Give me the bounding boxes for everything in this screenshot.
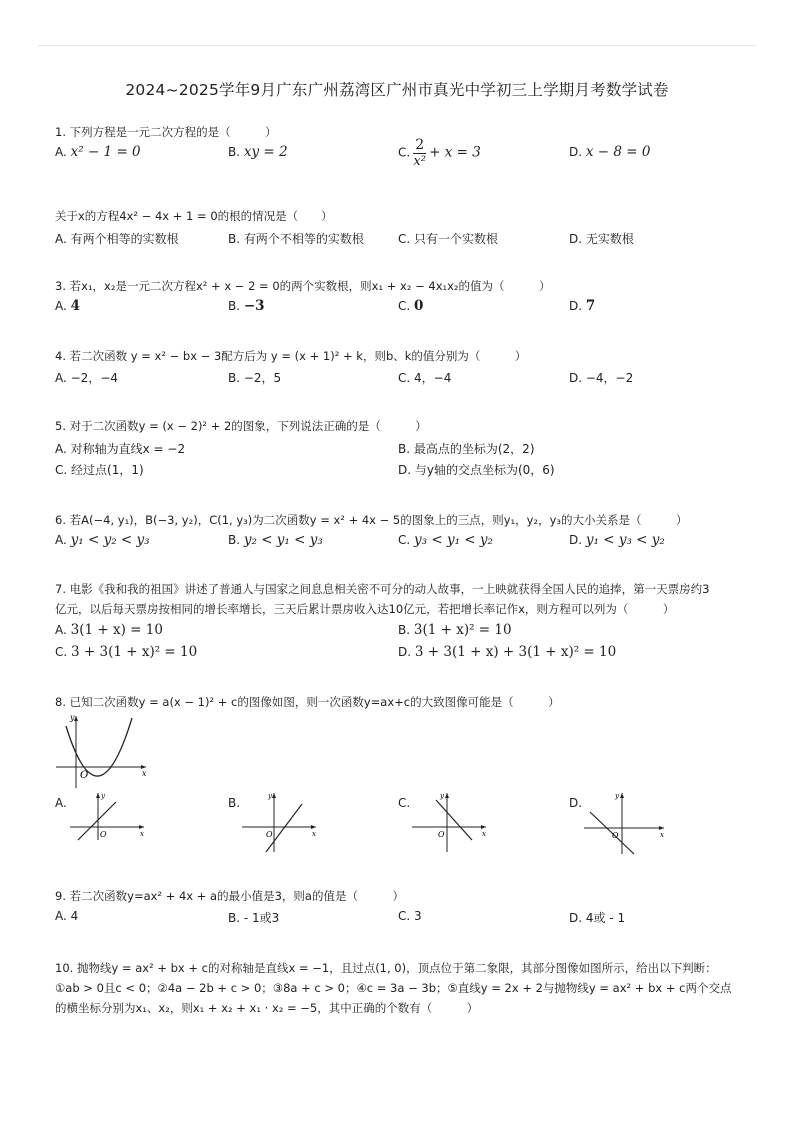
q3-option-b[interactable]: B. −3 <box>228 298 265 314</box>
q5-option-b[interactable]: B. 最高点的坐标为(2，2) <box>398 442 535 456</box>
q9-option-c[interactable]: C. 3 <box>398 909 422 923</box>
q5-option-a[interactable]: A. 对称轴为直线x = −2 <box>55 442 186 456</box>
q3-option-d[interactable]: D. 7 <box>569 298 596 314</box>
q9-option-a[interactable]: A. 4 <box>55 909 79 923</box>
q1-option-d[interactable]: D. x − 8 = 0 <box>569 144 651 160</box>
q7-option-c[interactable]: C. 3 + 3(1 + x)² = 10 <box>55 644 198 660</box>
q1-option-b[interactable]: B. xy = 2 <box>228 144 288 160</box>
question-1-stem: 1. 下列方程是一元二次方程的是（ ） <box>55 125 277 139</box>
graph-a-y: y <box>101 792 105 800</box>
graph-a-x: x <box>140 830 144 838</box>
question-7-stem-line2: 亿元，以后每天票房按相同的增长率增长，三天后累计票房收入达10亿元，若把增长率记作x，则方程可以列为（ ） <box>55 602 675 616</box>
q7-option-b[interactable]: B. 3(1 + x)² = 10 <box>398 622 512 638</box>
question-10-stem: 10. 抛物线y = ax² + bx + c的对称轴是直线x = −1，且过点(1, 0)，顶点位于第二象限，其部分图像如图所示，给出以下判断： <box>55 961 717 975</box>
q8-option-d[interactable]: D. <box>569 796 583 810</box>
graph-d-origin: O <box>612 831 619 840</box>
q2-option-c[interactable]: C. 只有一个实数根 <box>398 232 499 246</box>
q4-option-d[interactable]: D. −4，−2 <box>569 371 634 385</box>
question-6-stem: 6. 若A(−4, y₁)，B(−3, y₂)，C(1, y₃)为二次函数y = x² + 4x − 5的图象上的三点，则y₁，y₂，y₃的大小关系是（ ） <box>55 513 688 527</box>
question-10-stem-line3: 的横坐标分别为x₁、x₂，则x₁ + x₂ + x₁ · x₂ = −5，其中正确的个数有（ ） <box>55 1001 479 1015</box>
q9-option-b[interactable]: B. - 1或3 <box>228 911 280 925</box>
q4-option-b[interactable]: B. −2，5 <box>228 371 282 385</box>
graph-d-y: y <box>615 792 619 800</box>
page-title: 2024~2025学年9月广东广州荔湾区广州市真光中学初三上学期月考数学试卷 <box>125 81 669 99</box>
graph-d-x: x <box>660 831 664 839</box>
q6-option-d[interactable]: D. y₁ < y₃ < y₂ <box>569 532 665 548</box>
q7-option-d[interactable]: D. 3 + 3(1 + x) + 3(1 + x)² = 10 <box>398 644 617 660</box>
question-9-stem: 9. 若二次函数y=ax² + 4x + a的最小值是3，则a的值是（ ） <box>55 889 404 903</box>
graph-b-y: y <box>268 792 272 800</box>
q6-option-c[interactable]: C. y₃ < y₁ < y₂ <box>398 532 493 548</box>
q8-parabola-graph <box>52 710 152 790</box>
q3-option-a[interactable]: A. 4 <box>55 298 81 314</box>
graph-c-y: y <box>440 792 444 800</box>
header-rule <box>38 45 756 46</box>
graph-a-origin: O <box>100 830 107 839</box>
question-4-stem: 4. 若二次函数 y = x² − bx − 3配方后为 y = (x + 1)² + k，则b、k的值分别为（ ） <box>55 349 527 363</box>
q8-option-c[interactable]: C. <box>398 796 411 810</box>
q2-option-b[interactable]: B. 有两个不相等的实数根 <box>228 232 364 246</box>
question-2-stem: 关于x的方程4x² − 4x + 1 = 0的根的情况是（ ） <box>55 209 333 223</box>
q5-option-c[interactable]: C. 经过点(1，1) <box>55 463 144 477</box>
q6-option-b[interactable]: B. y₂ < y₁ < y₃ <box>228 532 323 548</box>
q8-graph-b[interactable] <box>240 790 320 854</box>
q8-graph-c[interactable] <box>410 790 490 854</box>
q4-option-c[interactable]: C. 4，−4 <box>398 371 452 385</box>
graph-b-x: x <box>312 830 316 838</box>
graph-b-origin: O <box>266 830 273 839</box>
q7-option-a[interactable]: A. 3(1 + x) = 10 <box>55 622 163 638</box>
question-10-stem-line2: ①ab > 0且c < 0；②4a − 2b + c > 0；③8a + c > 0；④c = 3a − 3b；⑤直线y = 2x + 2与抛物线y = ax² + bx + c两个交点 <box>55 981 732 995</box>
q8-graph-a[interactable] <box>68 790 148 842</box>
question-5-stem: 5. 对于二次函数y = (x − 2)² + 2的图象，下列说法正确的是（ ） <box>55 419 427 433</box>
question-7-stem: 7. 电影《我和我的祖国》讲述了普通人与国家之间息息相关密不可分的动人故事，一上映就获得全国人民的追捧，第一天票房约3 <box>55 582 710 596</box>
q2-option-d[interactable]: D. 无实数根 <box>569 232 634 246</box>
q1-option-a[interactable]: A. x² − 1 = 0 <box>55 144 141 160</box>
graph-y-label: y <box>70 713 75 722</box>
q1-option-c[interactable]: C. $\frac{2}{\text{x²}}$ + x = 3 <box>398 137 481 169</box>
q8-option-b[interactable]: B. <box>228 796 241 810</box>
q4-option-a[interactable]: A. −2，−4 <box>55 371 119 385</box>
q5-option-d[interactable]: D. 与y轴的交点坐标为(0，6) <box>398 463 555 477</box>
question-3-stem: 3. 若x₁，x₂是一元二次方程x² + x − 2 = 0的两个实数根，则x₁ + x₂ − 4x₁x₂的值为（ ） <box>55 279 551 293</box>
graph-origin-label: O <box>80 770 89 781</box>
q8-option-a[interactable]: A. <box>55 796 67 810</box>
q3-option-c[interactable]: C. 0 <box>398 298 424 314</box>
q6-option-a[interactable]: A. y₁ < y₂ < y₃ <box>55 532 150 548</box>
q9-option-d[interactable]: D. 4或 - 1 <box>569 911 626 925</box>
graph-x-label: x <box>142 769 147 778</box>
graph-c-origin: O <box>438 830 445 839</box>
question-8-stem: 8. 已知二次函数y = a(x − 1)² + c的图像如图，则一次函数y=ax+c的大致图像可能是（ ） <box>55 695 560 709</box>
q8-graph-d[interactable] <box>582 790 668 856</box>
q2-option-a[interactable]: A. 有两个相等的实数根 <box>55 232 179 246</box>
graph-c-x: x <box>482 830 486 838</box>
